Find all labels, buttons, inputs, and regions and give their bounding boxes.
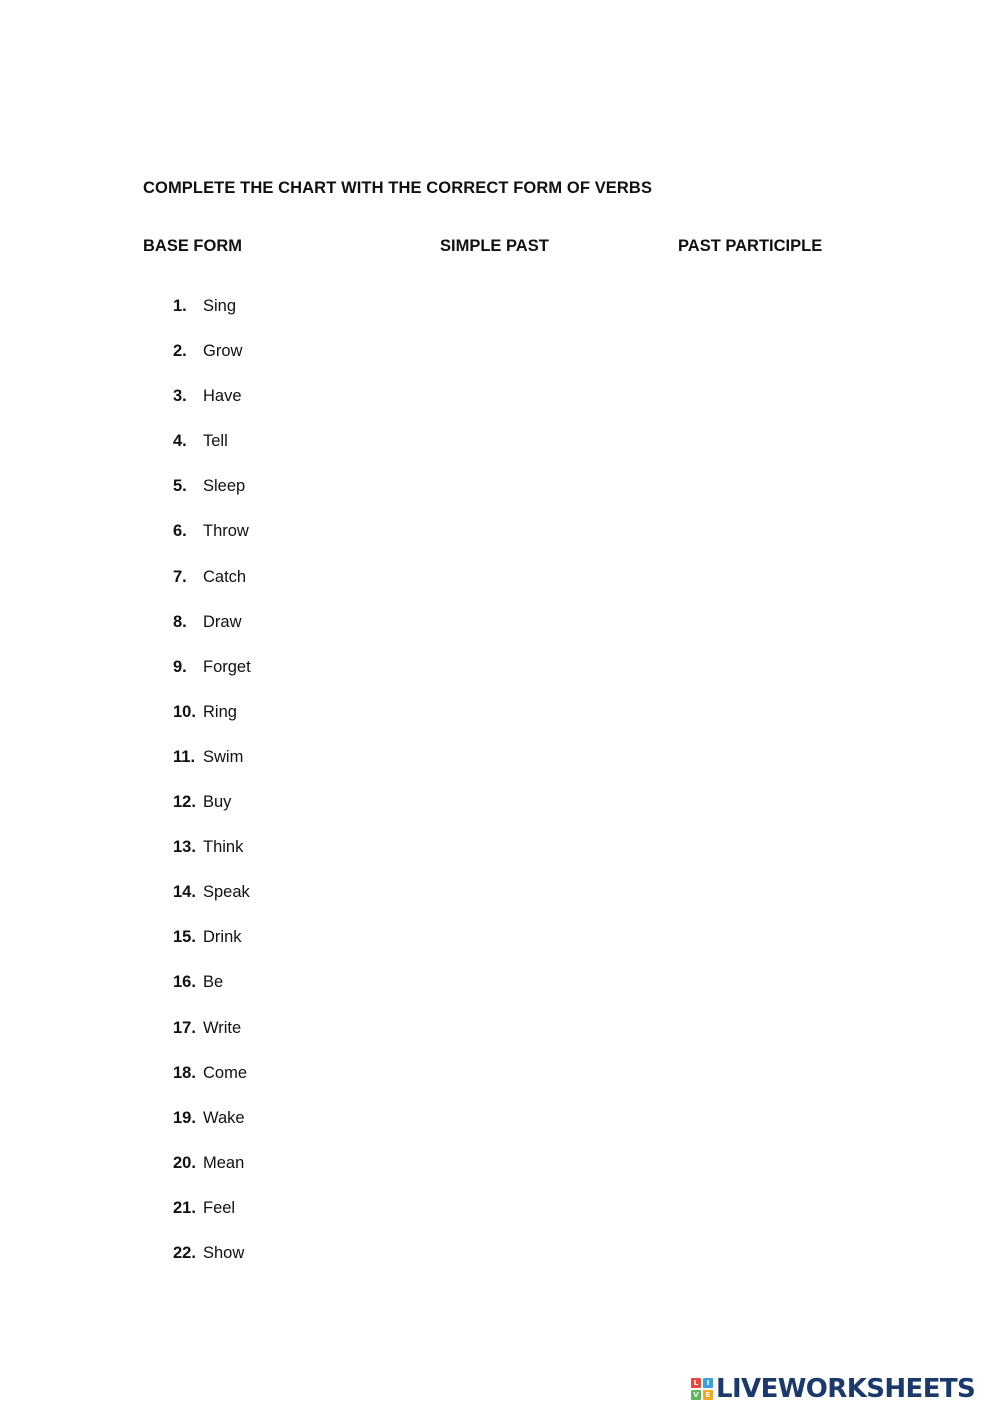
verb-item	[173, 295, 251, 340]
verb-item	[173, 1197, 251, 1242]
verb-number: 14.	[173, 883, 196, 902]
verb-number: 6.	[173, 522, 187, 541]
verb-item	[173, 701, 251, 746]
verb-number: 5.	[173, 477, 187, 496]
verb-list	[173, 295, 251, 1287]
verb-item	[173, 340, 251, 385]
logo-text: LIVEWORKSHEETS	[716, 1374, 976, 1404]
verb-base-form: Forget	[203, 657, 251, 676]
verb-number: 22.	[173, 1243, 196, 1262]
logo-mark-square: E	[703, 1390, 713, 1400]
verb-base-form: Be	[203, 973, 224, 992]
logo-mark-square: I	[703, 1378, 713, 1388]
verb-base-form: Think	[203, 838, 244, 857]
verb-number: 21.	[173, 1198, 196, 1217]
verb-item	[173, 836, 251, 881]
verb-number: 7.	[173, 567, 187, 586]
verb-item	[173, 520, 251, 565]
verb-base-form: Write	[203, 1018, 242, 1037]
column-header-past-participle: PAST PARTICIPLE	[678, 237, 823, 255]
verb-base-form: Have	[203, 387, 242, 406]
verb-number: 20.	[173, 1153, 196, 1172]
verb-item	[173, 881, 251, 926]
verb-number: 16.	[173, 973, 196, 992]
verb-base-form: Show	[203, 1243, 245, 1262]
verb-base-form: Wake	[203, 1108, 245, 1127]
column-header-simple-past: SIMPLE PAST	[440, 237, 549, 255]
verb-item	[173, 926, 251, 971]
verb-number: 13.	[173, 838, 196, 857]
logo-mark-square: V	[691, 1390, 701, 1400]
verb-item	[173, 971, 251, 1016]
liveworksheets-logo	[691, 1374, 975, 1404]
verb-number: 8.	[173, 612, 187, 631]
verb-item	[173, 1152, 251, 1197]
verb-item	[173, 566, 251, 611]
verb-base-form: Swim	[203, 747, 244, 766]
verb-number: 10.	[173, 702, 196, 721]
logo-mark-icon	[691, 1378, 713, 1400]
verb-base-form: Mean	[203, 1153, 245, 1172]
verb-item	[173, 475, 251, 520]
verb-number: 12.	[173, 793, 196, 812]
verb-item	[173, 1017, 251, 1062]
verb-number: 15.	[173, 928, 196, 947]
verb-base-form: Catch	[203, 567, 247, 586]
verb-item	[173, 611, 251, 656]
verb-item	[173, 385, 251, 430]
verb-number: 4.	[173, 432, 187, 451]
verb-base-form: Ring	[203, 702, 237, 721]
verb-base-form: Drink	[203, 928, 242, 947]
verb-number: 2.	[173, 342, 187, 361]
verb-base-form: Buy	[203, 793, 232, 812]
verb-base-form: Come	[203, 1063, 248, 1082]
verb-number: 19.	[173, 1108, 196, 1127]
verb-number: 9.	[173, 657, 187, 676]
verb-number: 17.	[173, 1018, 196, 1037]
verb-base-form: Sleep	[203, 477, 246, 496]
verb-base-form: Speak	[203, 883, 250, 902]
worksheet-title: COMPLETE THE CHART WITH THE CORRECT FORM OF VERBS	[143, 179, 653, 197]
verb-base-form: Tell	[203, 432, 228, 451]
verb-number: 11.	[173, 747, 196, 766]
column-header-base-form: BASE FORM	[143, 237, 242, 255]
verb-item	[173, 656, 251, 701]
verb-item	[173, 1062, 251, 1107]
verb-item	[173, 430, 251, 475]
verb-base-form: Feel	[203, 1198, 236, 1217]
verb-base-form: Draw	[203, 612, 242, 631]
verb-item	[173, 1107, 251, 1152]
verb-item	[173, 1242, 251, 1287]
verb-item	[173, 791, 251, 836]
logo-mark-square: L	[691, 1378, 701, 1388]
verb-item	[173, 746, 251, 791]
verb-number: 3.	[173, 387, 187, 406]
verb-number: 18.	[173, 1063, 196, 1082]
verb-base-form: Throw	[203, 522, 249, 541]
verb-base-form: Grow	[203, 342, 243, 361]
verb-base-form: Sing	[203, 297, 237, 315]
verb-number: 1.	[173, 297, 187, 315]
